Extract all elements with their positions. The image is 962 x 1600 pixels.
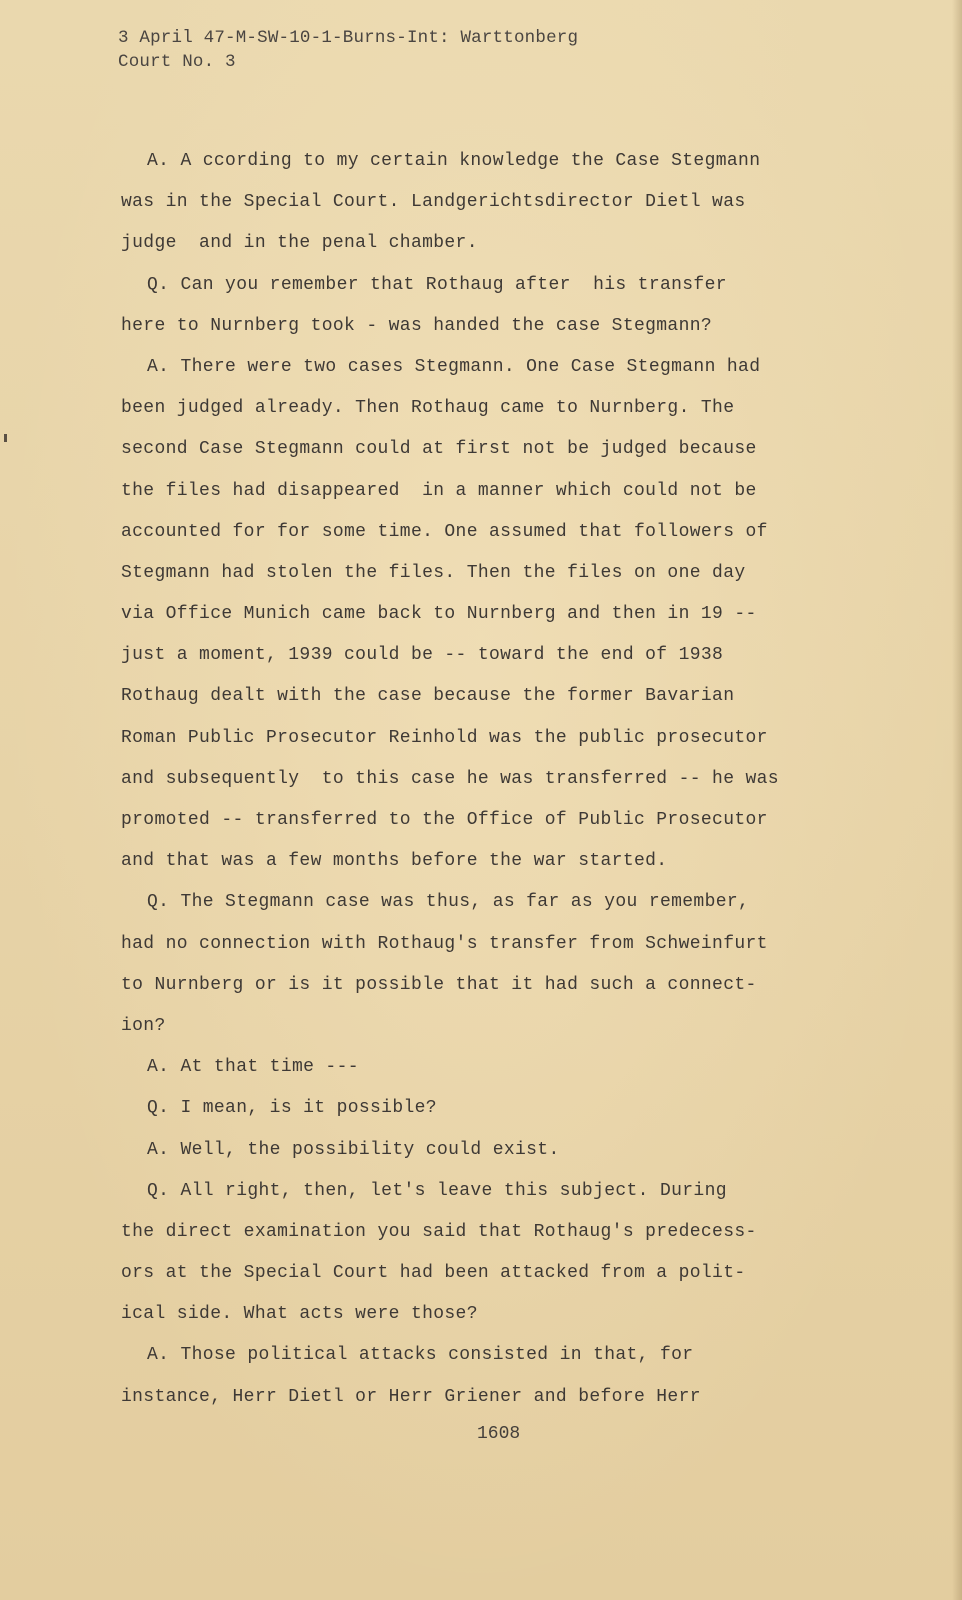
transcript-line: judge and in the penal chamber. bbox=[121, 233, 478, 254]
transcript-line: been judged already. Then Rothaug came to Nurnberg. The bbox=[121, 398, 735, 419]
header-reference: 3 April 47-M-SW-10-1-Burns-Int: Warttonberg bbox=[118, 28, 579, 48]
header-court: Court No. 3 bbox=[118, 52, 236, 72]
transcript-line: ors at the Special Court had been attacked from a polit- bbox=[121, 1263, 746, 1284]
transcript-line: Q. The Stegmann case was thus, as far as you remember, bbox=[147, 892, 750, 913]
transcript-line: A. Those political attacks consisted in that, for bbox=[147, 1345, 694, 1366]
transcript-line: and subsequently to this case he was transferred -- he was bbox=[121, 768, 779, 789]
transcript-line: via Office Munich came back to Nurnberg and then in 19 -- bbox=[121, 604, 757, 625]
transcript-line: A. Well, the possibility could exist. bbox=[147, 1139, 560, 1160]
transcript-line: Rothaug dealt with the case because the former Bavarian bbox=[121, 686, 735, 707]
transcript-line: ion? bbox=[121, 1015, 166, 1036]
transcript-line: A. A ccording to my certain knowledge the Case Stegmann bbox=[147, 151, 761, 171]
transcript-line: instance, Herr Dietl or Herr Griener and before Herr bbox=[121, 1386, 701, 1407]
transcript-line: Roman Public Prosecutor Reinhold was the public prosecutor bbox=[121, 727, 768, 748]
transcript-line: was in the Special Court. Landgerichtsdirector Dietl was bbox=[121, 192, 746, 213]
transcript-line: just a moment, 1939 could be -- toward the end of 1938 bbox=[121, 645, 724, 666]
transcript-line: A. There were two cases Stegmann. One Case Stegmann had bbox=[147, 356, 761, 377]
transcript-line: A. At that time --- bbox=[147, 1057, 359, 1078]
transcript-line: ical side. What acts were those? bbox=[121, 1304, 478, 1325]
transcript-line: Q. I mean, is it possible? bbox=[147, 1098, 437, 1119]
transcript-line: accounted for for some time. One assumed that followers of bbox=[121, 521, 768, 542]
transcript-line: here to Nurnberg took - was handed the case Stegmann? bbox=[121, 315, 713, 336]
page-number: 1608 bbox=[477, 1424, 521, 1444]
document-header bbox=[118, 26, 578, 74]
transcript-line: the direct examination you said that Rothaug's predecess- bbox=[121, 1221, 757, 1242]
margin-mark bbox=[4, 434, 7, 442]
transcript-line: Q. All right, then, let's leave this subject. During bbox=[147, 1180, 727, 1201]
transcript-line: the files had disappeared in a manner which could not be bbox=[121, 480, 757, 501]
transcript-body bbox=[121, 141, 841, 1418]
transcript-line: promoted -- transferred to the Office of Public Prosecutor bbox=[121, 810, 768, 830]
transcript-line: to Nurnberg or is it possible that it had such a connect- bbox=[121, 974, 757, 995]
transcript-line: Stegmann had stolen the files. Then the files on one day bbox=[121, 562, 746, 583]
transcript-line: had no connection with Rothaug's transfer from Schweinfurt bbox=[121, 933, 768, 954]
transcript-line: and that was a few months before the war started. bbox=[121, 851, 668, 872]
transcript-line: second Case Stegmann could at first not be judged because bbox=[121, 439, 757, 460]
transcript-line: Q. Can you remember that Rothaug after his transfer bbox=[147, 274, 727, 295]
